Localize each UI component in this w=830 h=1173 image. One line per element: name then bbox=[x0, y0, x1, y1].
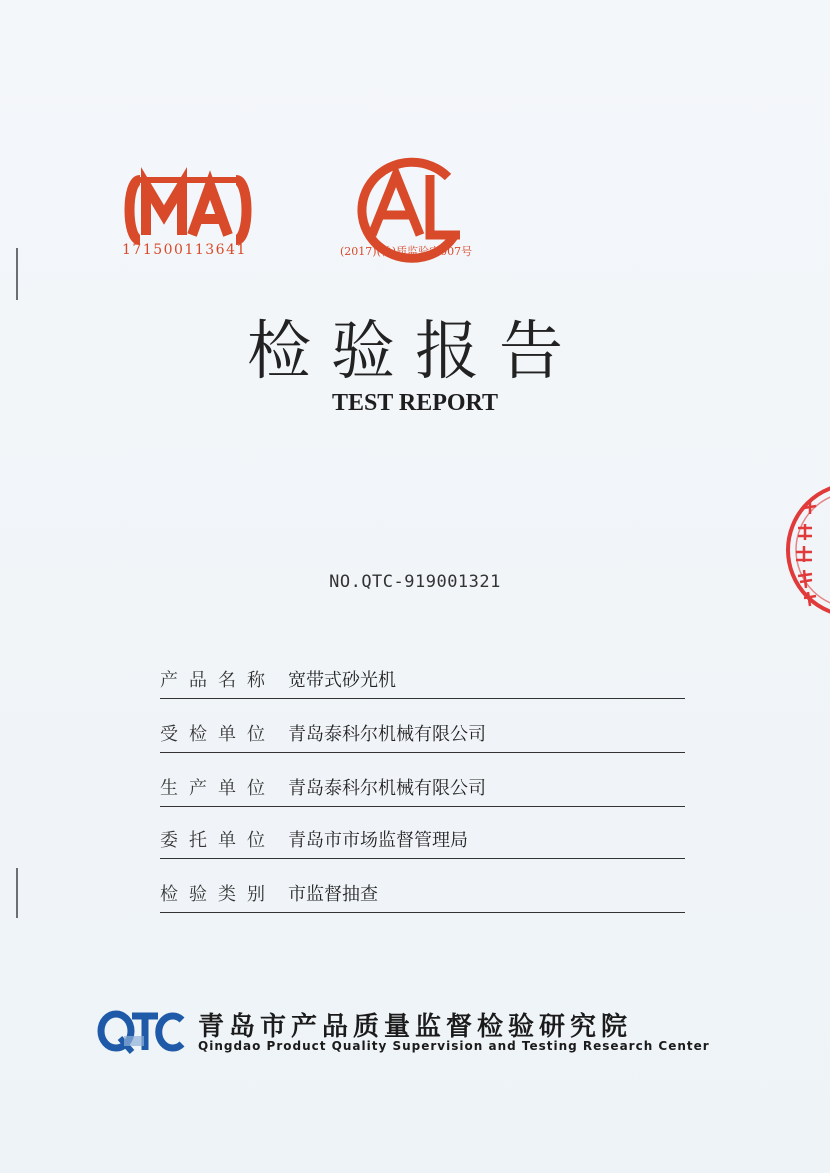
field-label: 受检单位 bbox=[160, 724, 276, 745]
field-value: 市监督抽查 bbox=[288, 884, 378, 905]
cal-number: (2017)(鲁)质监验字007号 bbox=[340, 245, 473, 258]
report-number: NO.QTC-919001321 bbox=[329, 572, 501, 592]
binding-mark-top bbox=[16, 248, 18, 300]
field-manufacturer bbox=[160, 766, 685, 807]
field-label: 委托单位 bbox=[160, 830, 276, 851]
field-label: 检验类别 bbox=[160, 884, 276, 905]
field-client bbox=[160, 818, 685, 859]
organization-name-cn: 青岛市产品质量监督检验研究院 bbox=[198, 1012, 633, 1042]
report-title-cn: 检验报告 bbox=[247, 315, 583, 389]
field-value: 青岛泰科尔机械有限公司 bbox=[288, 778, 486, 799]
report-title-en: TEST REPORT bbox=[331, 390, 499, 416]
field-value: 宽带式砂光机 bbox=[288, 670, 396, 691]
field-label: 生产单位 bbox=[160, 778, 276, 799]
field-value: 青岛市市场监督管理局 bbox=[288, 830, 468, 851]
qtc-logo-icon bbox=[96, 1006, 186, 1056]
official-seal-icon bbox=[782, 480, 830, 620]
field-inspected-unit bbox=[160, 712, 685, 753]
organization-name-en: Qingdao Product Quality Supervision and Testing Research Center bbox=[198, 1039, 710, 1053]
binding-mark-bottom bbox=[16, 868, 18, 918]
field-value: 青岛泰科尔机械有限公司 bbox=[288, 724, 486, 745]
field-inspection-type bbox=[160, 872, 685, 913]
field-product-name bbox=[160, 658, 685, 699]
cma-number: 171500113641 bbox=[122, 242, 247, 258]
field-label: 产品名称 bbox=[160, 670, 276, 691]
